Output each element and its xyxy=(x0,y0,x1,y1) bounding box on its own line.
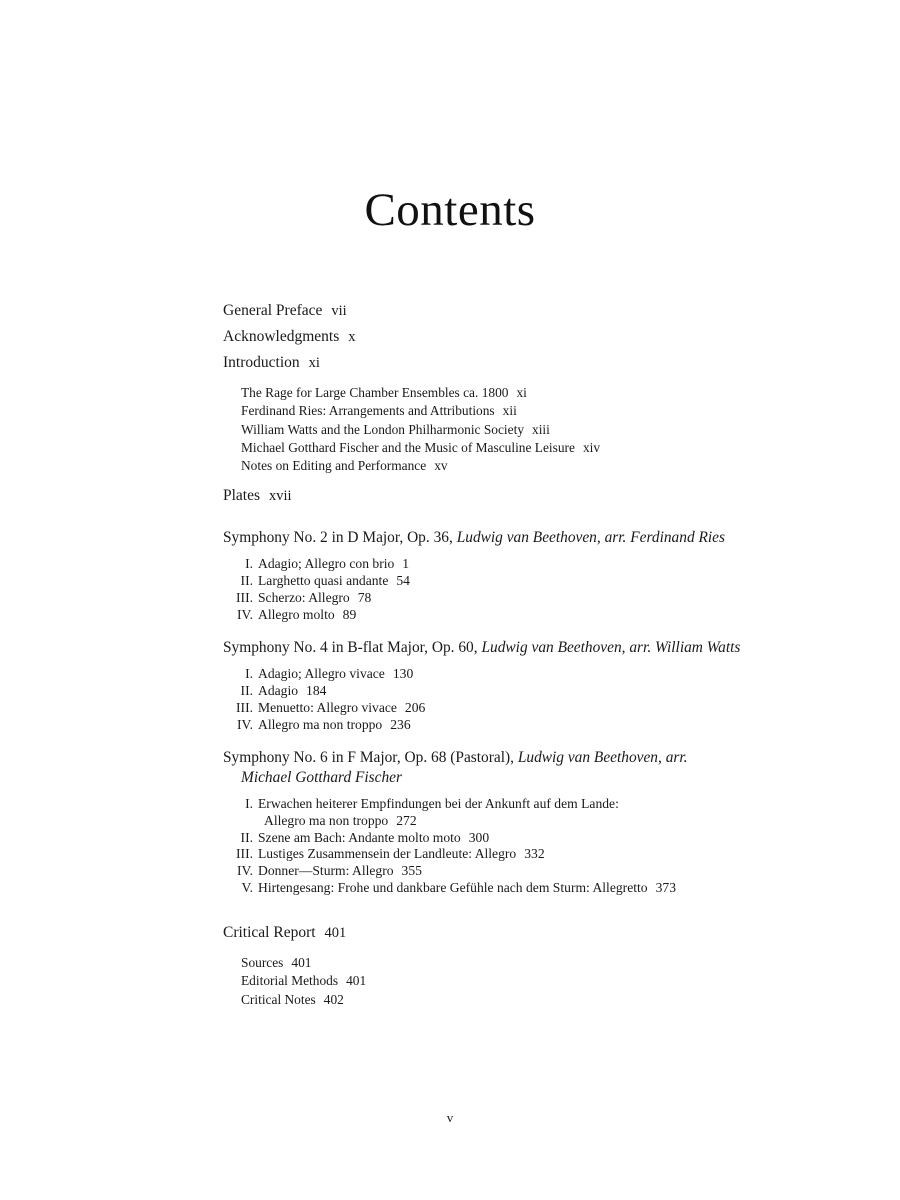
table-of-contents xyxy=(223,298,783,1009)
movement-number: II. xyxy=(240,573,253,589)
movement-page: 78 xyxy=(357,590,372,606)
toc-entry-page: x xyxy=(348,329,356,345)
movement-label: Adagio xyxy=(258,683,299,699)
toc-subentry-page: xiv xyxy=(582,439,601,455)
toc-subentry-label: Editorial Methods xyxy=(241,973,339,989)
work-title-symphony-6[interactable] xyxy=(223,748,783,788)
toc-subentry-label: Notes on Editing and Performance xyxy=(241,458,427,474)
toc-entry-plates[interactable] xyxy=(223,483,783,509)
movement-row[interactable] xyxy=(223,846,783,863)
movement-row[interactable] xyxy=(223,717,783,734)
toc-subentry-ferdinand-ries[interactable] xyxy=(223,402,783,420)
toc-entry-critical-report[interactable] xyxy=(223,920,783,946)
movement-label: Scherzo: Allegro xyxy=(258,590,350,606)
toc-entry-general-preface[interactable] xyxy=(223,298,783,324)
toc-subentry-notes-on-editing[interactable] xyxy=(223,457,783,475)
movement-number: II. xyxy=(240,683,253,699)
toc-subentry-page: xii xyxy=(502,403,517,419)
movement-page: 236 xyxy=(390,716,411,732)
movement-row[interactable] xyxy=(223,683,783,700)
toc-subentry-label: Michael Gotthard Fischer and the Music of Masculine Leisure xyxy=(241,439,575,455)
movement-page: 272 xyxy=(396,812,417,828)
movement-label: Menuetto: Allegro vivace xyxy=(258,699,397,715)
movement-label: Allegro ma non troppo xyxy=(258,716,383,732)
movement-page: 332 xyxy=(524,846,545,862)
movement-number: IV. xyxy=(237,863,253,879)
toc-entry-introduction[interactable] xyxy=(223,350,783,376)
movement-row[interactable] xyxy=(223,796,783,830)
toc-entry-page: 401 xyxy=(324,925,347,942)
movement-row[interactable] xyxy=(223,880,783,897)
movement-page: 1 xyxy=(402,556,410,572)
page-title: Contents xyxy=(364,184,536,236)
movement-page: 89 xyxy=(342,607,357,623)
movement-page: 184 xyxy=(306,683,327,699)
movement-label: Adagio; Allegro vivace xyxy=(258,666,385,682)
movement-page: 206 xyxy=(404,699,426,715)
movement-label: Allegro molto xyxy=(258,607,335,623)
movement-row[interactable] xyxy=(223,556,783,573)
movement-page: 355 xyxy=(401,863,422,879)
toc-entry-acknowledgments[interactable] xyxy=(223,324,783,350)
movement-number: I. xyxy=(245,556,253,572)
work-title-roman: Symphony No. 2 in D Major, Op. 36, xyxy=(223,529,453,547)
movement-number: I. xyxy=(245,666,253,682)
movement-label: Donner—Sturm: Allegro xyxy=(258,863,394,879)
movement-row[interactable] xyxy=(223,830,783,847)
spacer xyxy=(223,509,783,528)
toc-subentry-william-watts[interactable] xyxy=(223,421,783,439)
spacer xyxy=(223,376,783,384)
toc-entry-label: General Preface xyxy=(223,302,323,319)
toc-subentry-rage-for-large-chamber-ensembles[interactable] xyxy=(223,384,783,402)
movement-label: Lustiges Zusammensein der Landleute: Allegro xyxy=(258,846,517,862)
work-title-symphony-2[interactable] xyxy=(223,528,783,548)
work-title-attribution: Ludwig van Beethoven, arr. William Watts xyxy=(481,639,741,657)
movement-number: IV. xyxy=(237,716,253,732)
spacer xyxy=(223,788,783,796)
spacer xyxy=(223,658,783,666)
movement-page: 373 xyxy=(655,880,676,896)
movement-number: II. xyxy=(240,829,253,845)
movement-label: Larghetto quasi andante xyxy=(258,573,389,589)
movement-label: Erwachen heiterer Empfindungen bei der Ankunft auf dem Lande: xyxy=(258,795,619,811)
toc-entry-label: Critical Report xyxy=(223,924,316,942)
movement-page: 300 xyxy=(468,829,490,845)
movement-row[interactable] xyxy=(223,666,783,683)
toc-subentry-label: Ferdinand Ries: Arrangements and Attributions xyxy=(241,403,495,419)
toc-subentry-label: The Rage for Large Chamber Ensembles ca. 1800 xyxy=(241,385,509,400)
movement-number: III. xyxy=(236,699,253,715)
toc-subentry-label: Sources xyxy=(241,955,284,971)
toc-entry-label: Introduction xyxy=(223,354,300,371)
toc-subentry-page: 401 xyxy=(291,955,312,971)
toc-entry-label: Acknowledgments xyxy=(223,328,340,345)
movement-label: Szene am Bach: Andante molto moto xyxy=(258,829,461,845)
page-folio: v xyxy=(446,1110,454,1125)
toc-subentry-page: xiii xyxy=(532,421,550,437)
spacer xyxy=(223,475,783,483)
movement-label: Hirtengesang: Frohe und dankbare Gefühle nach dem Sturm: Allegretto xyxy=(258,880,648,896)
movement-row[interactable] xyxy=(223,863,783,880)
toc-subentry-page: 402 xyxy=(323,991,344,1007)
work-title-attribution: Ludwig van Beethoven, arr. Ferdinand Ries xyxy=(456,529,725,547)
movement-row[interactable] xyxy=(223,573,783,590)
movement-page: 54 xyxy=(396,573,410,589)
toc-subentry-critical-notes[interactable] xyxy=(223,991,783,1009)
work-title-roman: Symphony No. 6 in F Major, Op. 68 (Pastoral), xyxy=(223,748,514,766)
work-title-attribution: Ludwig van Beethoven, arr. xyxy=(517,748,688,766)
movement-label-cont xyxy=(223,813,783,830)
movement-number: I. xyxy=(245,795,253,811)
toc-subentry-label: William Watts and the London Philharmonic Society xyxy=(241,421,525,437)
movement-number: V. xyxy=(241,880,253,896)
toc-subentry-page: xi xyxy=(516,385,527,400)
toc-entry-page: vii xyxy=(331,303,347,319)
toc-subentry-label: Critical Notes xyxy=(241,991,316,1007)
spacer xyxy=(223,897,783,920)
toc-entry-page: xi xyxy=(308,355,320,371)
movement-number: IV. xyxy=(237,607,253,623)
movement-row[interactable] xyxy=(223,607,783,624)
movement-number: III. xyxy=(236,846,253,862)
toc-entry-page: xvii xyxy=(269,488,292,505)
spacer xyxy=(223,548,783,556)
movement-label-cont-text: Allegro ma non troppo xyxy=(264,812,389,828)
work-title-attribution-cont: Michael Gotthard Fischer xyxy=(241,768,403,786)
toc-subentry-page: 401 xyxy=(346,973,367,989)
movement-row[interactable] xyxy=(223,700,783,717)
toc-subentry-michael-gotthard-fischer[interactable] xyxy=(223,439,783,457)
spacer xyxy=(223,624,783,638)
spacer xyxy=(223,946,783,954)
spacer xyxy=(223,734,783,748)
movement-row[interactable] xyxy=(223,590,783,607)
toc-subentry-editorial-methods[interactable] xyxy=(223,972,783,990)
movement-number: III. xyxy=(236,590,253,606)
work-title-roman: Symphony No. 4 in B-flat Major, Op. 60, xyxy=(223,639,478,657)
work-title-symphony-4[interactable] xyxy=(223,638,783,658)
toc-entry-label: Plates xyxy=(223,487,261,505)
toc-subentry-page: xv xyxy=(434,458,448,474)
movement-label: Adagio; Allegro con brio xyxy=(258,556,395,572)
toc-subentry-sources[interactable] xyxy=(223,954,783,972)
movement-page: 130 xyxy=(392,666,414,682)
